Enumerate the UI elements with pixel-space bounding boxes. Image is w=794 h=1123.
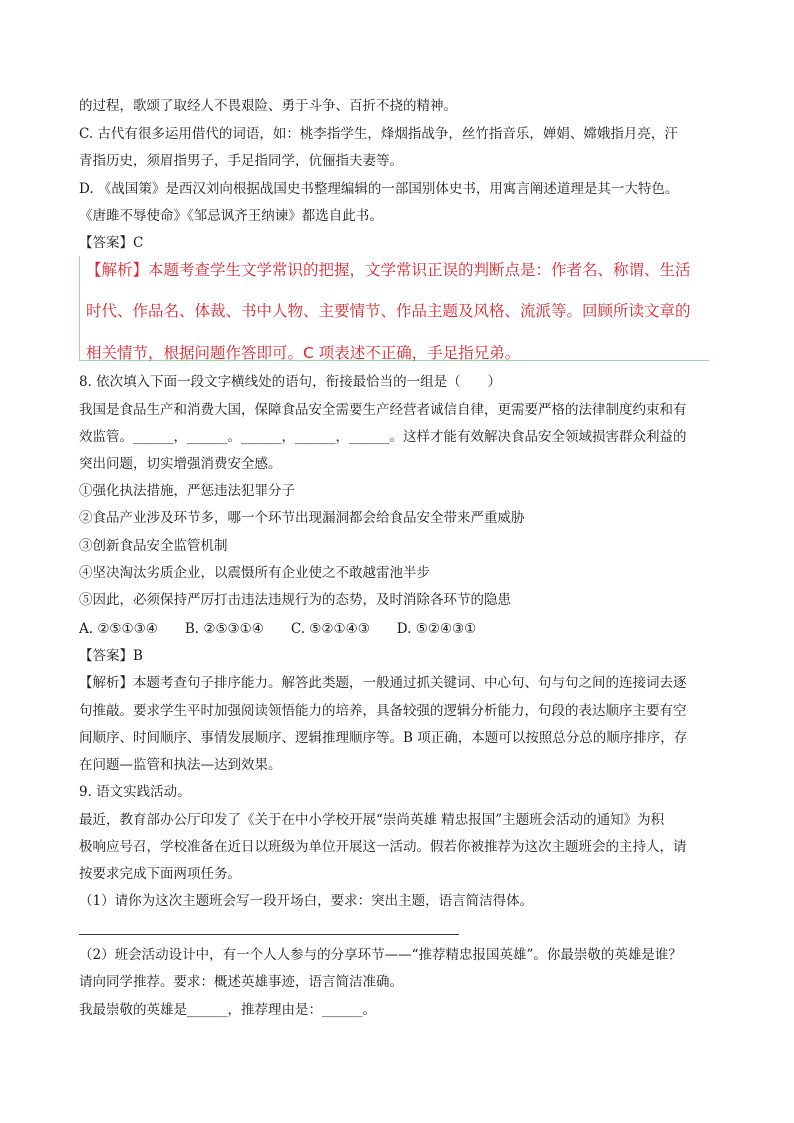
option-c-line-1: C. 古代有很多运用借代的词语，如：桃李指学生，烽烟指战争，丝竹指音乐，婵娟、嫦娥指月亮，汗: [79, 126, 678, 142]
q8-passage-2: 效监管。______，______。______，______，______。这样才能有效解决食品安全领域损害群众利益的: [79, 429, 687, 445]
analysis-line-1: 【解析】本题考查学生文学常识的把握，文学常识正误的判断点是：作者名、称谓、生活: [86, 261, 691, 279]
q8-answer: 【答案】B: [79, 648, 143, 664]
q8-stem: 8. 依次填入下面一段文字横线处的语句，衔接最恰当的一组是（ ）: [79, 374, 502, 390]
option-d-line-1: D. 《战国策》是西汉刘向根据战国史书整理编辑的一部国别体史书，用寓言阐述道理是其一大特色。: [79, 181, 679, 197]
q8-passage-3: 突出问题，切实增强消费安全感。: [79, 456, 282, 472]
analysis-line-2: 时代、作品名、体裁、书中人物、主要情节、作品主题及风格、流派等。回顾所读文章的: [86, 302, 691, 320]
answer-blank-line[interactable]: [79, 934, 459, 935]
q9-task-2-line-2: 请向同学推荐。要求：概述英雄事迹，语言简洁准确。: [79, 974, 403, 990]
q9-task-2-line-1: （2）班会活动设计中，有一个人人参与的分享环节——“推荐精忠报国英雄”。你最崇敬的英雄是谁？: [79, 947, 682, 963]
q9-passage-2: 极响应号召，学校准备在近日以班级为单位开展这一活动。假若你被推荐为这次主题班会的主持人，请: [79, 839, 687, 855]
q9-fill-line: 我最崇敬的英雄是______，推荐理由是：______。: [79, 1002, 376, 1018]
q8-analysis-2: 句推敲。要求学生平时加强阅读领悟能力的培养，具备较强的逻辑分析能力，句段的表达顺序主要有空: [79, 703, 687, 719]
analysis-line-3: 相关情节，根据问题作答即可。C 项表述不正确，手足指兄弟。: [86, 344, 521, 362]
q9-stem: 9. 语文实践活动。: [79, 784, 191, 800]
q8-passage-1: 我国是食品生产和消费大国，保障食品安全需要生产经营者诚信自律，更需要严格的法律制度约束和有: [79, 402, 687, 418]
q9-task-1: （1）请你为这次主题班会写一段开场白，要求：突出主题，语言简洁得体。: [79, 893, 534, 909]
q8-item-1: ①强化执法措施，严惩违法犯罪分子: [79, 483, 295, 499]
option-d-line-2: 《唐雎不辱使命》《邹忌讽齐王纳谏》都选自此书。: [79, 208, 383, 224]
q8-analysis-3: 间顺序、时间顺序、事情发展顺序、逻辑推理顺序等。B 项正确，本题可以按照总分总的顺序排序，存: [79, 730, 688, 746]
q8-item-5: ⑤因此，必须保持严厉打击违法违规行为的态势，及时消除各环节的隐患: [79, 592, 511, 608]
q8-analysis-1: 【解析】本题考查句子排序能力。解答此类题，一般通过抓关键词、中心句、句与句之间的连接词去逐: [79, 675, 687, 691]
q8-item-3: ③创新食品安全监管机制: [79, 538, 228, 554]
option-c-line-2: 青指历史，须眉指男子，手足指同学，伉俪指夫妻等。: [79, 153, 403, 169]
q8-analysis-4: 在问题—监管和执法—达到效果。: [79, 757, 282, 773]
prev-answer: 【答案】C: [79, 235, 144, 251]
q9-passage-3: 按要求完成下面两项任务。: [79, 866, 241, 882]
analysis-box: [79, 256, 709, 361]
prev-intro-tail: 的过程，歌颂了取经人不畏艰险、勇于斗争、百折不挠的精神。: [79, 98, 457, 114]
q8-item-4: ④坚决淘汰劣质企业，以震慑所有企业使之不敢越雷池半步: [79, 565, 430, 581]
q8-item-2: ②食品产业涉及环节多，哪一个环节出现漏洞都会给食品安全带来严重威胁: [79, 510, 525, 526]
q9-passage-1: 最近，教育部办公厅印发了《关于在中小学校开展“崇尚英雄 精忠报国”主题班会活动的通知》为积: [79, 812, 665, 828]
q8-options: A. ②⑤①③④ B. ②⑤③①④ C. ⑤②①④③ D. ⑤②④③①: [79, 621, 477, 637]
